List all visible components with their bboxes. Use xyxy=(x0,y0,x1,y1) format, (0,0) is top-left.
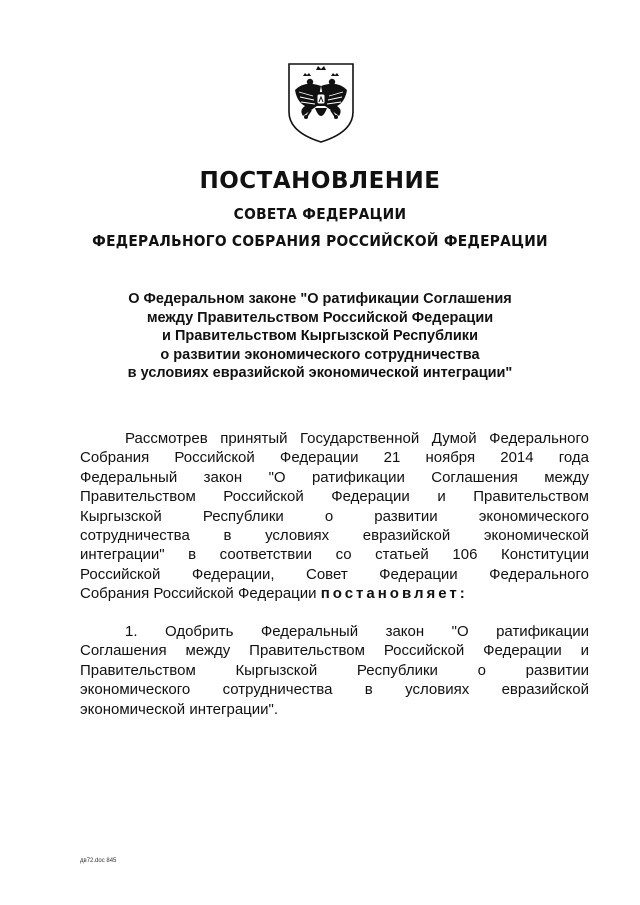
heading-line: и Правительством Кыргызской Республики xyxy=(162,328,478,344)
decision-paragraph xyxy=(80,622,589,719)
paragraph-line: Правительством Российской Федерации и Правительством xyxy=(80,488,589,506)
paragraph-line: Кыргызской Республики о развитии экономического xyxy=(80,507,589,525)
paragraph-line: 1. Одобрить Федеральный закон "О ратификации xyxy=(125,623,589,640)
paragraph-line: Собрания Российской Федерации 21 ноября 2014 года xyxy=(80,449,589,467)
heading-line: о развитии экономического сотрудничества xyxy=(160,346,480,363)
paragraph-line: интеграции" в соответствии со статьей 106 Конституции xyxy=(80,546,589,564)
heading-line: в условиях евразийской экономической интеграции" xyxy=(127,365,513,381)
resolution-heading xyxy=(90,290,550,383)
paragraph-line: экономического сотрудничества в условиях евразийской xyxy=(80,681,589,699)
paragraph-line: Рассмотрев принятый Государственной Думой Федерального xyxy=(125,430,589,447)
resolves-keyword: постановляет: xyxy=(320,585,468,603)
file-reference: дв72.doc 845 xyxy=(80,858,117,864)
paragraph-line: Федеральный закон "О ратификации Соглашения между xyxy=(80,468,589,486)
heading-line: О Федеральном законе "О ратификации Соглашения xyxy=(128,291,512,307)
paragraph-line: экономической интеграции". xyxy=(80,700,279,718)
paragraph-line: сотрудничества в условиях евразийской экономической xyxy=(80,526,589,544)
paragraph-last-line xyxy=(80,584,589,603)
document-title: ПОСТАНОВЛЕНИЕ xyxy=(199,168,441,194)
issuing-body-line-2: ФЕДЕРАЛЬНОГО СОБРАНИЯ РОССИЙСКОЙ ФЕДЕРАЦИИ xyxy=(92,232,548,250)
paragraph-line: Российской Федерации, Совет Федерации Федерального xyxy=(80,565,589,583)
paragraph-line: Правительством Кыргызской Республики о развитии xyxy=(80,661,589,679)
coat-of-arms-icon xyxy=(283,60,359,144)
paragraph-line-text: Собрания Российской Федерации xyxy=(80,585,321,603)
preamble-paragraph xyxy=(80,429,589,604)
issuing-body-line-1: СОВЕТА ФЕДЕРАЦИИ xyxy=(233,205,407,223)
paragraph-line: Соглашения между Правительством Российской Федерации и xyxy=(80,642,589,660)
heading-line: между Правительством Российской Федерации xyxy=(146,309,494,326)
